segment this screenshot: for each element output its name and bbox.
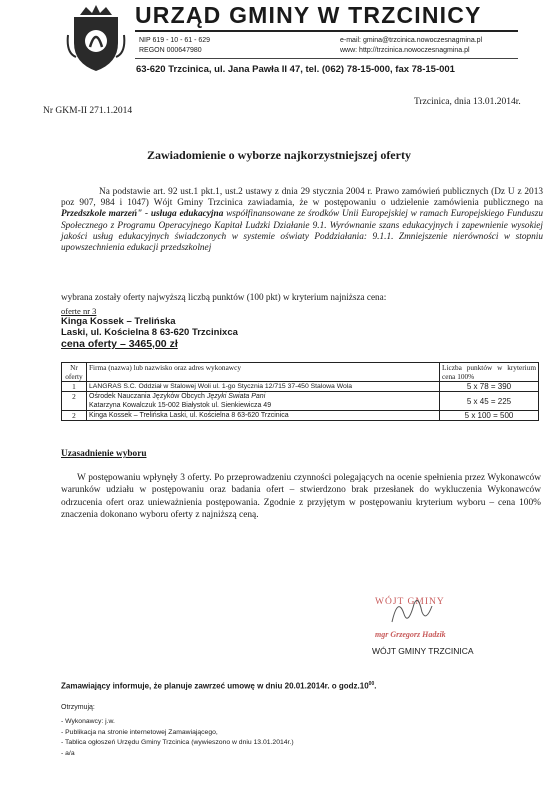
intro-paragraph <box>61 187 543 254</box>
table-header-row <box>62 363 539 382</box>
stamp-title: WÓJT GMINY <box>375 597 445 607</box>
list-item: - Wykonawcy: j.w. <box>61 718 115 725</box>
header-divider <box>135 30 518 32</box>
regon-number: REGON 000647980 <box>139 47 202 54</box>
intent-text: Zamawiający informuje, że planuje zawrzeć umowę w dniu 20.01.2014r. o godz.10 <box>61 681 369 691</box>
nip-number: NIP 619 - 10 - 61 - 629 <box>139 37 211 44</box>
list-item: - a/a <box>61 749 75 757</box>
contract-intent-notice <box>61 681 376 691</box>
contractor-name: Ośrodek Nauczania Języków Obcych <box>89 393 207 400</box>
offer-nr-cell: 2 <box>62 392 87 411</box>
intro-text-part2: współfinansowane ze środków Unii Europejskiej w ramach Europejskiego Funduszu Społecznego z Programu Operacyjnego Kapitał Ludzki Działanie 9.1. Wyrównanie szans edukacyjnych i zapewnienie wysokiej jakości usług edukacyjnych świadczonych w systemie oświaty Poddziałania: 9.1.1. Zmniejszenie nierówności w stopniu upowszechnienia edukacji przedszkolnej <box>61 209 543 254</box>
mayor-name: mgr Grzegorz Hadzik <box>375 630 446 639</box>
score-cell: 5 x 100 = 500 <box>440 411 539 421</box>
justification-heading: Uzasadnienie wyboru <box>61 449 147 459</box>
table-row <box>62 411 539 421</box>
column-header-contractor: Firma (nazwa) lub nazwisko oraz adres wykonawcy <box>87 363 440 382</box>
intent-time-minutes: 00 <box>368 681 375 687</box>
coat-of-arms-icon <box>66 5 126 73</box>
winner-address: Laski, ul. Kościelna 8 63-620 Trzcinixca <box>61 327 238 338</box>
stamp-office: WÓJT GMINY TRZCINICA <box>372 646 474 656</box>
table-row <box>62 382 539 392</box>
office-address: 63-620 Trzcinica, ul. Jana Pawła II 47, tel. (062) 78-15-000, fax 78-15-001 <box>136 64 455 75</box>
recipients-label: Otrzymują: <box>61 704 95 711</box>
offer-nr-cell: 1 <box>62 382 87 392</box>
case-number: Nr GKM-II 271.1.2014 <box>43 106 133 116</box>
office-name: URZĄD GMINY W TRZCINICY <box>135 2 482 28</box>
signature-scribble <box>352 592 462 626</box>
document-date: Trzcinica, dnia 13.01.2014r. <box>414 97 521 107</box>
justification-paragraph: W postępowaniu wpłynęły 3 oferty. Po przeprowadzeniu czynności polegających na ocenie spełnienia przez Wykonawców warunków udziału w postępowaniu oraz badania ofert – stwierdzono brak przesłanek do wykluczenia Wykonawców odrzucenia ofert oraz unieważnienia postępowania. Zgodnie z przyjętym w postępowaniu kryterium wyboru – cena 100% znaczenia dokonano wyboru oferty z najniższą ceną. <box>61 473 541 520</box>
winner-name: Kinga Kossek – Trelińska <box>61 316 176 327</box>
table-row <box>62 392 539 411</box>
list-item: - Publikacja na stronie internetowej Zamawiającego, <box>61 728 218 736</box>
score-cell: 5 x 45 = 225 <box>440 392 539 411</box>
contractor-address: Katarzyna Kowalczuk 15-002 Białystok ul. Sienkiewicza 49 <box>89 402 272 409</box>
recipients-list <box>61 717 294 759</box>
offer-nr-cell: 2 <box>62 411 87 421</box>
contractor-name-italic: Języki Świata Pani <box>206 393 266 400</box>
email-address: e-mail: gmina@trzcinica.nowoczesnagmina.pl <box>340 37 483 44</box>
selection-statement: wybrana zostały oferty najwyższą liczbą punktów (100 pkt) w kryterium najniższa cena: <box>61 292 387 302</box>
intent-end: . <box>374 681 377 691</box>
offers-table <box>61 362 539 421</box>
contractor-cell: LANGRAS S.C. Oddział w Stalowej Woli ul. 1-go Stycznia 12/715 37-450 Stalowa Wola <box>87 382 440 392</box>
intro-text-part1: Na podstawie art. 92 ust.1 pkt.1, ust.2 ustawy z dnia 29 stycznia 2004 r. Prawo zamówień publicznych (Dz U z 2013 poz 907, 984 i 1047) Wójt Gminy Trzcinica zawiadamia, że w postępowaniu o udzielenie zamówienia publicznego na <box>61 187 543 209</box>
header-divider-lower <box>135 58 518 59</box>
procurement-subject: Przedszkole marzeń" - usługa edukacyjna <box>61 209 224 220</box>
winner-price: cena oferty – 3465,00 zł <box>61 338 178 350</box>
column-header-offer-nr: Nr oferty <box>62 363 87 382</box>
website-address: www: http://trzcinica.nowoczesnagmina.pl <box>340 47 470 54</box>
document-title: Zawiadomienie o wyborze najkorzystniejszej oferty <box>147 148 411 162</box>
contractor-cell <box>87 392 440 411</box>
score-cell: 5 x 78 = 390 <box>440 382 539 392</box>
list-item: - Tablica ogłoszeń Urzędu Gminy Trzcinica (wywieszono w dniu 13.01.2014r.) <box>61 739 294 747</box>
contractor-cell: Kinga Kossek – Trelińska Laski, ul. Kościelna 8 63-620 Trzcinica <box>87 411 440 421</box>
column-header-score: Liczba punktów w kryterium cena 100% <box>440 363 539 382</box>
winning-offer-number: oferte nr 3 <box>61 306 97 316</box>
